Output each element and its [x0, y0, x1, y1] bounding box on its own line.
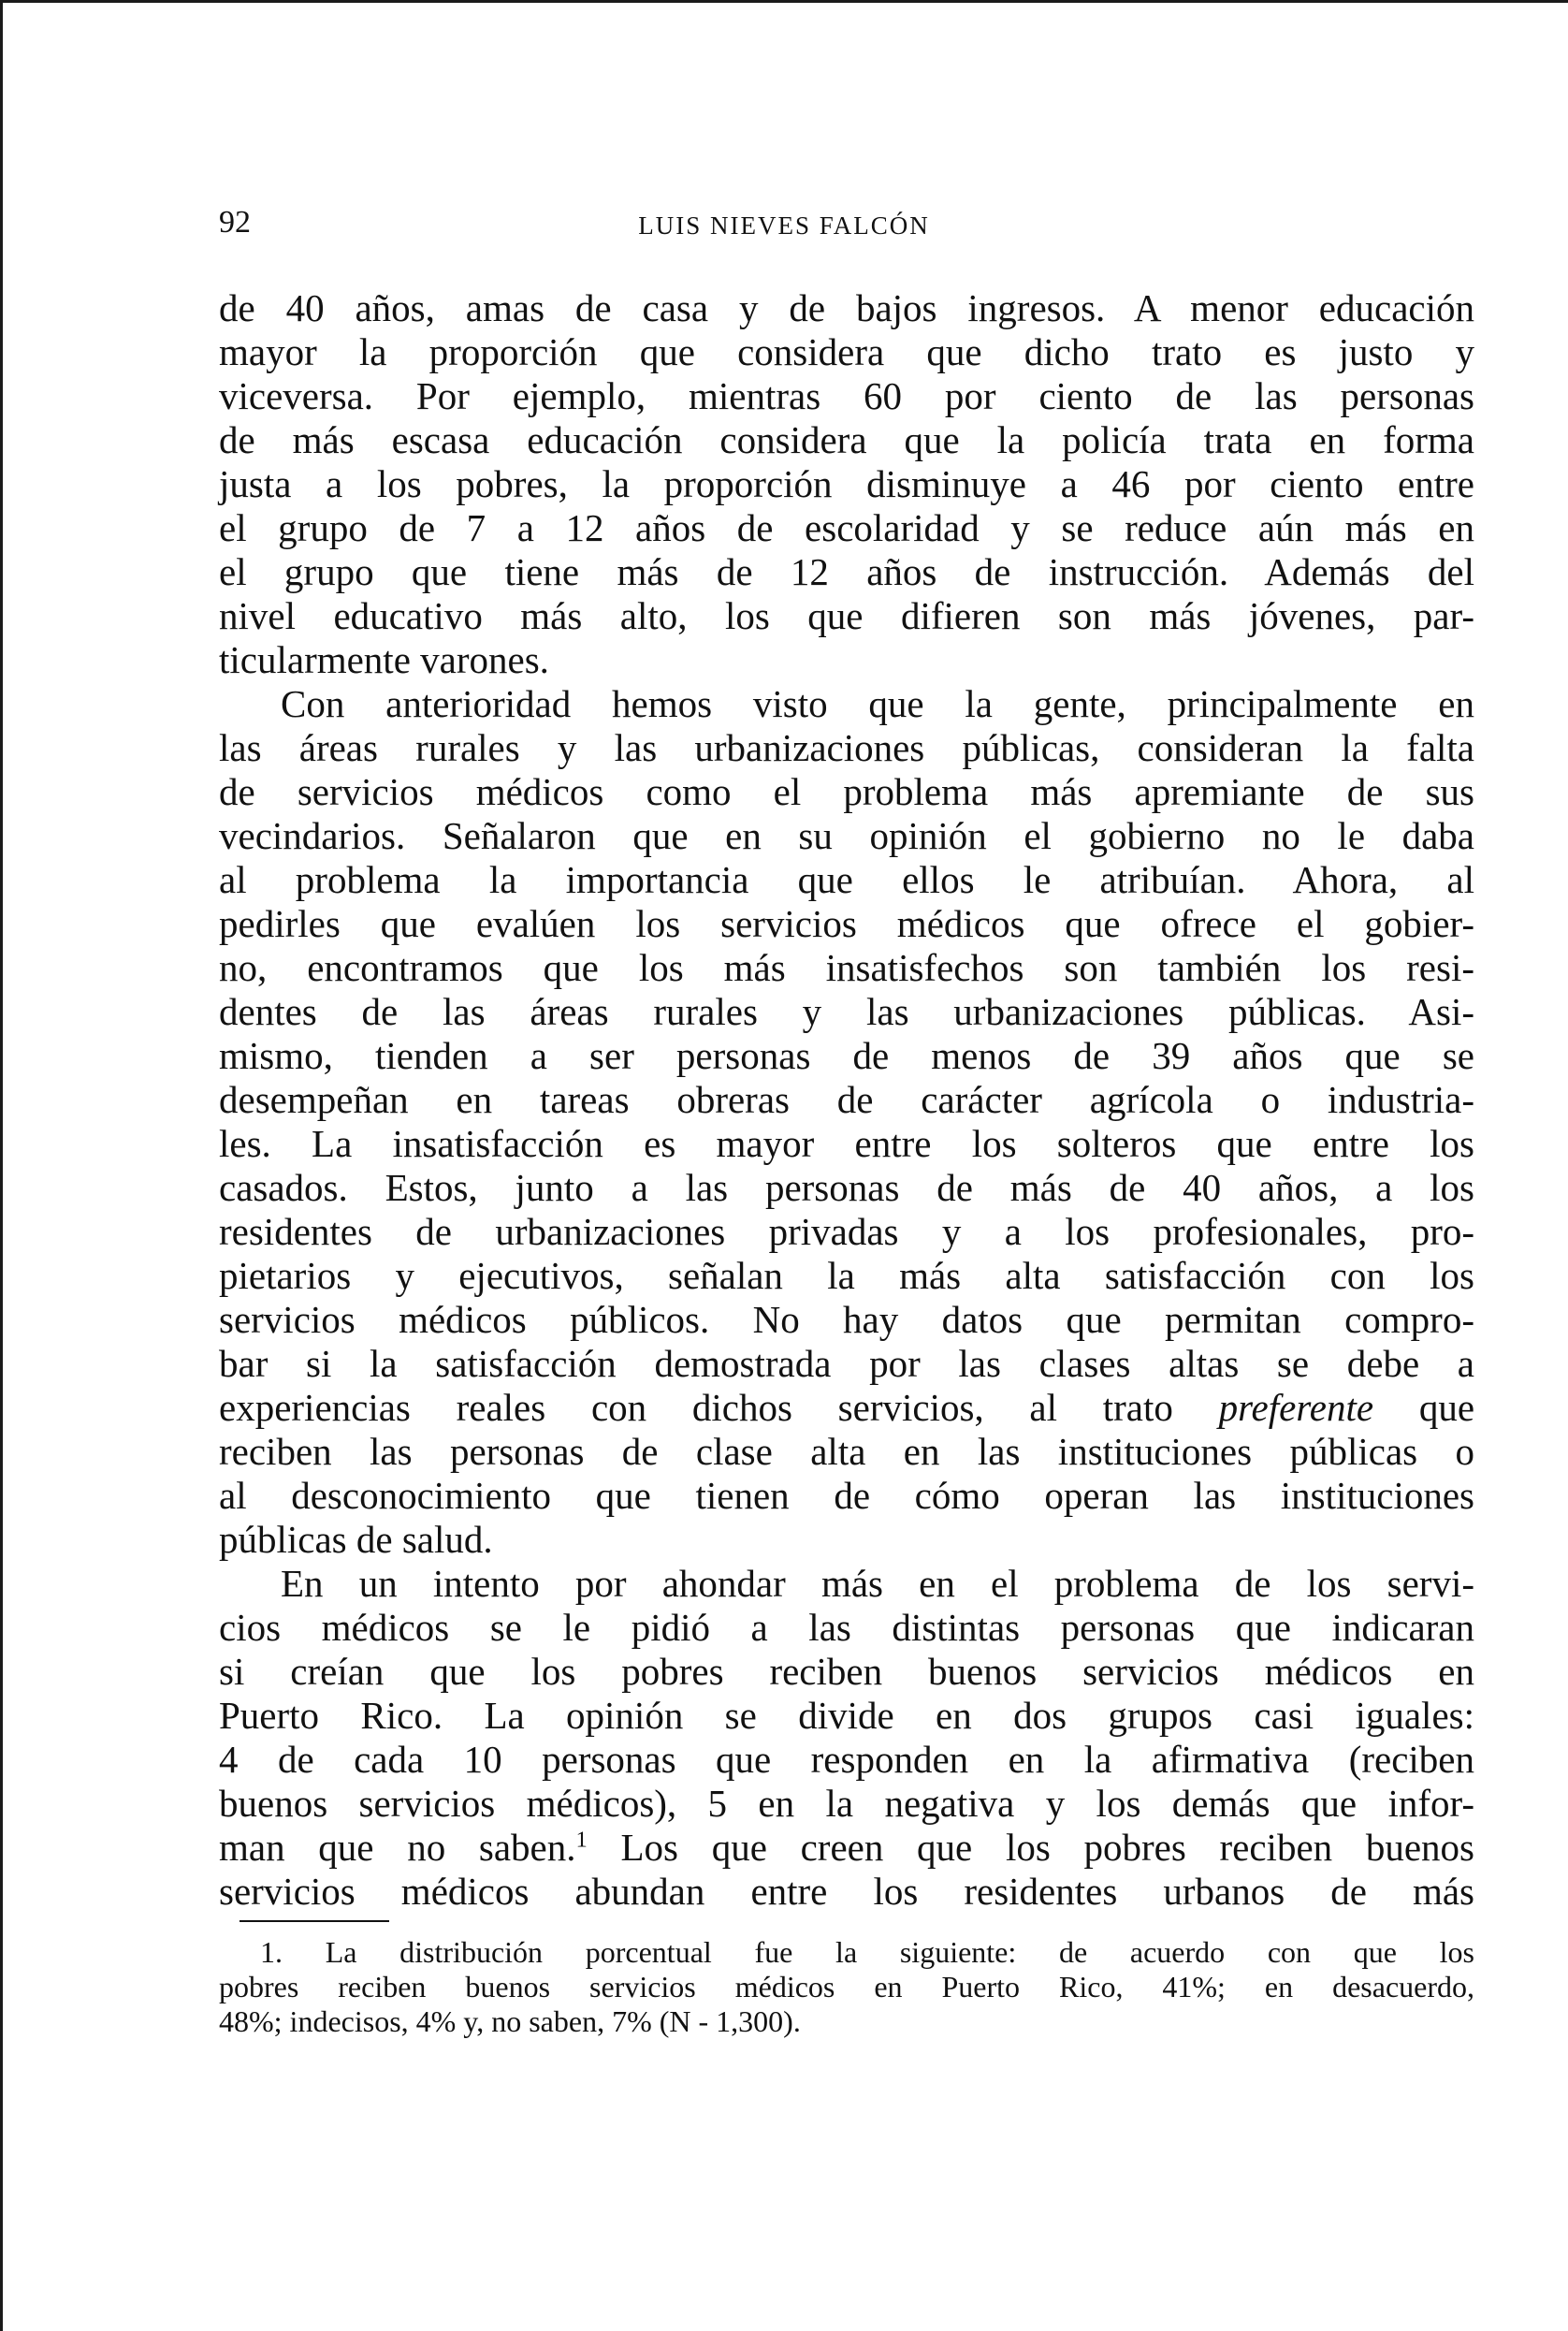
text-line: viceversa. Por ejemplo, mientras 60 por ciento de las personas [219, 374, 1474, 417]
emphasis-text: preferente [1218, 1386, 1374, 1429]
footnote-line: 48%; indecisos, 4% y, no saben, 7% (N - 1,300). [219, 2004, 801, 2038]
text-line: En un intento por ahondar más en el problema de los servi- [281, 1562, 1474, 1605]
text-line: servicios médicos públicos. No hay datos que permitan compro- [219, 1298, 1474, 1341]
footnote-line: pobres reciben buenos servicios médicos en Puerto Rico, 41%; en desacuerdo, [219, 1970, 1474, 2003]
text-line: de servicios médicos como el problema más apremiante de sus [219, 770, 1474, 813]
text-line: vecindarios. Señalaron que en su opinión el gobierno no le daba [219, 814, 1474, 857]
footnotes [219, 1935, 1474, 2039]
text-line: de 40 años, amas de casa y de bajos ingresos. A menor educación [219, 286, 1474, 329]
text-line: dentes de las áreas rurales y las urbanizaciones públicas. Asi- [219, 990, 1474, 1033]
text-line: no, encontramos que los más insatisfechos son también los resi- [219, 946, 1474, 989]
text-line: si creían que los pobres reciben buenos servicios médicos en [219, 1650, 1474, 1693]
text-line: las áreas rurales y las urbanizaciones públicas, consideran la falta [219, 726, 1474, 769]
text-line: reciben las personas de clase alta en las instituciones públicas o [219, 1430, 1474, 1473]
scan-border-top [0, 0, 1568, 3]
page-number: 92 [219, 205, 251, 240]
text-line: de más escasa educación considera que la policía trata en forma [219, 418, 1474, 461]
text-line: cios médicos se le pidió a las distintas personas que indicaran [219, 1606, 1474, 1649]
footnote-line: 1. La distribución porcentual fue la siguiente: de acuerdo con que los [260, 1935, 1474, 1969]
scan-border-left [0, 0, 3, 2331]
text-line: pietarios y ejecutivos, señalan la más alta satisfacción con los [219, 1254, 1474, 1297]
text-line: al desconocimiento que tienen de cómo operan las instituciones [219, 1474, 1474, 1517]
text-line: casados. Estos, junto a las personas de más de 40 años, a los [219, 1166, 1474, 1209]
text-segment: man que no saben. [219, 1826, 576, 1869]
text-line: Con anterioridad hemos visto que la gente, principalmente en [281, 682, 1474, 725]
text-line: al problema la importancia que ellos le atribuían. Ahora, al [219, 858, 1474, 901]
text-line: desempeñan en tareas obreras de carácter agrícola o industria- [219, 1078, 1474, 1121]
text-segment: Los que creen que los pobres reciben buenos [620, 1826, 1474, 1869]
text-line: ticularmente varones. [219, 638, 549, 681]
body-text [219, 286, 1474, 1914]
text-line: justa a los pobres, la proporción disminuye a 46 por ciento entre [219, 462, 1474, 505]
text-line: Puerto Rico. La opinión se divide en dos grupos casi iguales: [219, 1694, 1474, 1737]
text-line: residentes de urbanizaciones privadas y a los profesionales, pro- [219, 1210, 1474, 1253]
text-line: les. La insatisfacción es mayor entre los solteros que entre los [219, 1122, 1474, 1165]
text-line: servicios médicos abundan entre los residentes urbanos de más [219, 1870, 1474, 1913]
text-line: bar si la satisfacción demostrada por las clases altas se debe a [219, 1342, 1474, 1385]
text-line: el grupo que tiene más de 12 años de instrucción. Además del [219, 550, 1474, 593]
text-line: el grupo de 7 a 12 años de escolaridad y se reduce aún más en [219, 506, 1474, 549]
text-line: pedirles que evalúen los servicios médicos que ofrece el gobier- [219, 902, 1474, 945]
text-segment: experiencias reales con dichos servicios, al trato [219, 1386, 1173, 1429]
text-line: buenos servicios médicos), 5 en la negativa y los demás que infor- [219, 1782, 1474, 1825]
text-line: mayor la proporción que considera que dicho trato es justo y [219, 330, 1474, 373]
text-line: mismo, tienden a ser personas de menos de 39 años que se [219, 1034, 1474, 1077]
text-line [219, 1386, 1474, 1430]
footnote-marker: 1 [575, 1827, 588, 1853]
text-line: nivel educativo más alto, los que difieren son más jóvenes, par- [219, 594, 1474, 637]
footnote-divider [240, 1920, 389, 1922]
text-line: públicas de salud. [219, 1518, 493, 1561]
text-line: 4 de cada 10 personas que responden en la afirmativa (reciben [219, 1738, 1474, 1781]
text-segment: que [1418, 1386, 1475, 1429]
text-line [219, 1826, 1474, 1870]
running-head: LUIS NIEVES FALCÓN [638, 211, 930, 240]
